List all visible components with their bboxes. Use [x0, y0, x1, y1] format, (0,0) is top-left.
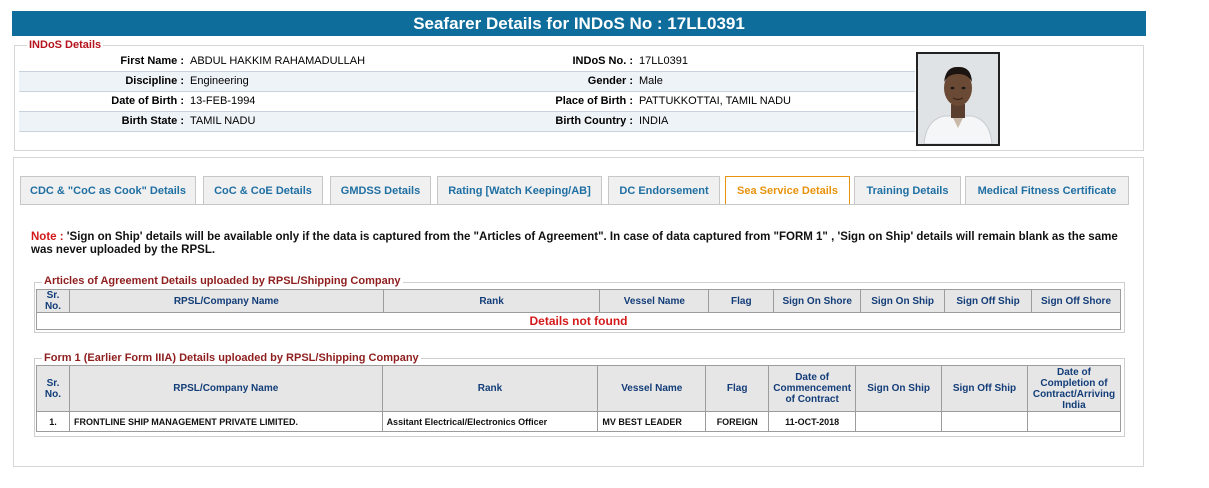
discipline-label: Discipline :: [19, 71, 188, 91]
note-text: 'Sign on Ship' details will be available only if the data is captured from the "Articles of Agreement". In case of data captured from "FORM 1" , 'Sign on Ship' details will remain blank as the same was never uploaded by the RPSL.: [31, 231, 1118, 256]
gender-label: Gender :: [533, 71, 637, 91]
form1-legend: Form 1 (Earlier Form IIIA) Details uploaded by RPSL/Shipping Company: [44, 352, 419, 364]
col-sr-no: Sr. No.: [37, 366, 70, 412]
cell-sr-no: 1.: [37, 412, 70, 432]
cell-sign-off-ship: [942, 412, 1028, 432]
tab-sea-service-details[interactable]: Sea Service Details: [725, 176, 850, 204]
col-vessel-name: Vessel Name: [598, 366, 706, 412]
dob-label: Date of Birth :: [19, 91, 188, 111]
indos-details-legend: INDoS Details: [29, 39, 102, 51]
col-rank: Rank: [383, 290, 600, 313]
articles-header-row: [37, 290, 1121, 313]
table-row: [37, 412, 1121, 432]
indos-row: [19, 111, 915, 131]
indos-row: [19, 91, 915, 111]
page-title: Seafarer Details for INDoS No : 17LL0391: [12, 11, 1146, 36]
birth-state-value: TAMIL NADU: [188, 111, 533, 131]
gender-value: Male: [637, 71, 915, 91]
col-completion-date: Date of Completion of Contract/Arriving India: [1027, 366, 1120, 412]
tab-rating-watch-keeping[interactable]: Rating [Watch Keeping/AB]: [437, 176, 602, 204]
col-sign-off-ship: Sign Off Ship: [942, 366, 1028, 412]
col-flag: Flag: [706, 366, 769, 412]
place-of-birth-value: PATTUKKOTTAI, TAMIL NADU: [637, 91, 915, 111]
cell-vessel-name: MV BEST LEADER: [598, 412, 706, 432]
articles-legend: Articles of Agreement Details uploaded by RPSL/Shipping Company: [44, 275, 401, 287]
tab-training-details[interactable]: Training Details: [854, 176, 961, 204]
indos-no-value: 17LL0391: [637, 51, 915, 71]
col-sr-no: Sr. No.: [37, 290, 70, 313]
note-label: Note :: [31, 231, 64, 243]
cell-company-name: FRONTLINE SHIP MANAGEMENT PRIVATE LIMITED.: [69, 412, 382, 432]
sign-on-ship-note: [31, 231, 1121, 257]
col-sign-on-ship: Sign On Ship: [856, 366, 942, 412]
tab-gmdss-details[interactable]: GMDSS Details: [330, 176, 431, 204]
table-row: [37, 313, 1121, 330]
cell-completion-date: [1027, 412, 1120, 432]
col-sign-off-ship: Sign Off Ship: [945, 290, 1032, 313]
col-company-name: RPSL/Company Name: [69, 366, 382, 412]
col-sign-off-shore: Sign Off Shore: [1032, 290, 1121, 313]
col-company-name: RPSL/Company Name: [69, 290, 383, 313]
tab-cdc-details[interactable]: CDC & "CoC as Cook" Details: [20, 176, 196, 204]
indos-row: [19, 71, 915, 91]
indos-details-table: [19, 51, 915, 132]
first-name-value: ABDUL HAKKIM RAHAMADULLAH: [188, 51, 533, 71]
tab-medical-fitness-certificate[interactable]: Medical Fitness Certificate: [965, 176, 1129, 204]
indos-row: [19, 51, 915, 71]
place-of-birth-label: Place of Birth :: [533, 91, 637, 111]
seafarer-photo: [916, 52, 1000, 146]
col-commencement-date: Date of Commencement of Contract: [769, 366, 856, 412]
cell-sign-on-ship: [856, 412, 942, 432]
col-sign-on-ship: Sign On Ship: [861, 290, 945, 313]
tab-dc-endorsement[interactable]: DC Endorsement: [608, 176, 720, 204]
birth-country-value: INDIA: [637, 111, 915, 131]
col-vessel-name: Vessel Name: [600, 290, 709, 313]
cell-rank: Assitant Electrical/Electronics Officer: [382, 412, 598, 432]
cell-flag: FOREIGN: [706, 412, 769, 432]
discipline-value: Engineering: [188, 71, 533, 91]
col-flag: Flag: [709, 290, 774, 313]
indos-no-label: INDoS No. :: [533, 51, 637, 71]
col-sign-on-shore: Sign On Shore: [774, 290, 861, 313]
birth-country-label: Birth Country :: [533, 111, 637, 131]
form1-header-row: [37, 366, 1121, 412]
tab-divider: [20, 204, 1129, 205]
person-photo-icon: [918, 54, 998, 144]
details-not-found-message: Details not found: [37, 313, 1121, 330]
col-rank: Rank: [382, 366, 598, 412]
first-name-label: First Name :: [19, 51, 188, 71]
dob-value: 13-FEB-1994: [188, 91, 533, 111]
form1-table: [36, 365, 1121, 432]
articles-table: [36, 289, 1121, 330]
birth-state-label: Birth State :: [19, 111, 188, 131]
tab-coc-coe-details[interactable]: CoC & CoE Details: [203, 176, 323, 204]
cell-commencement-date: 11-OCT-2018: [769, 412, 856, 432]
